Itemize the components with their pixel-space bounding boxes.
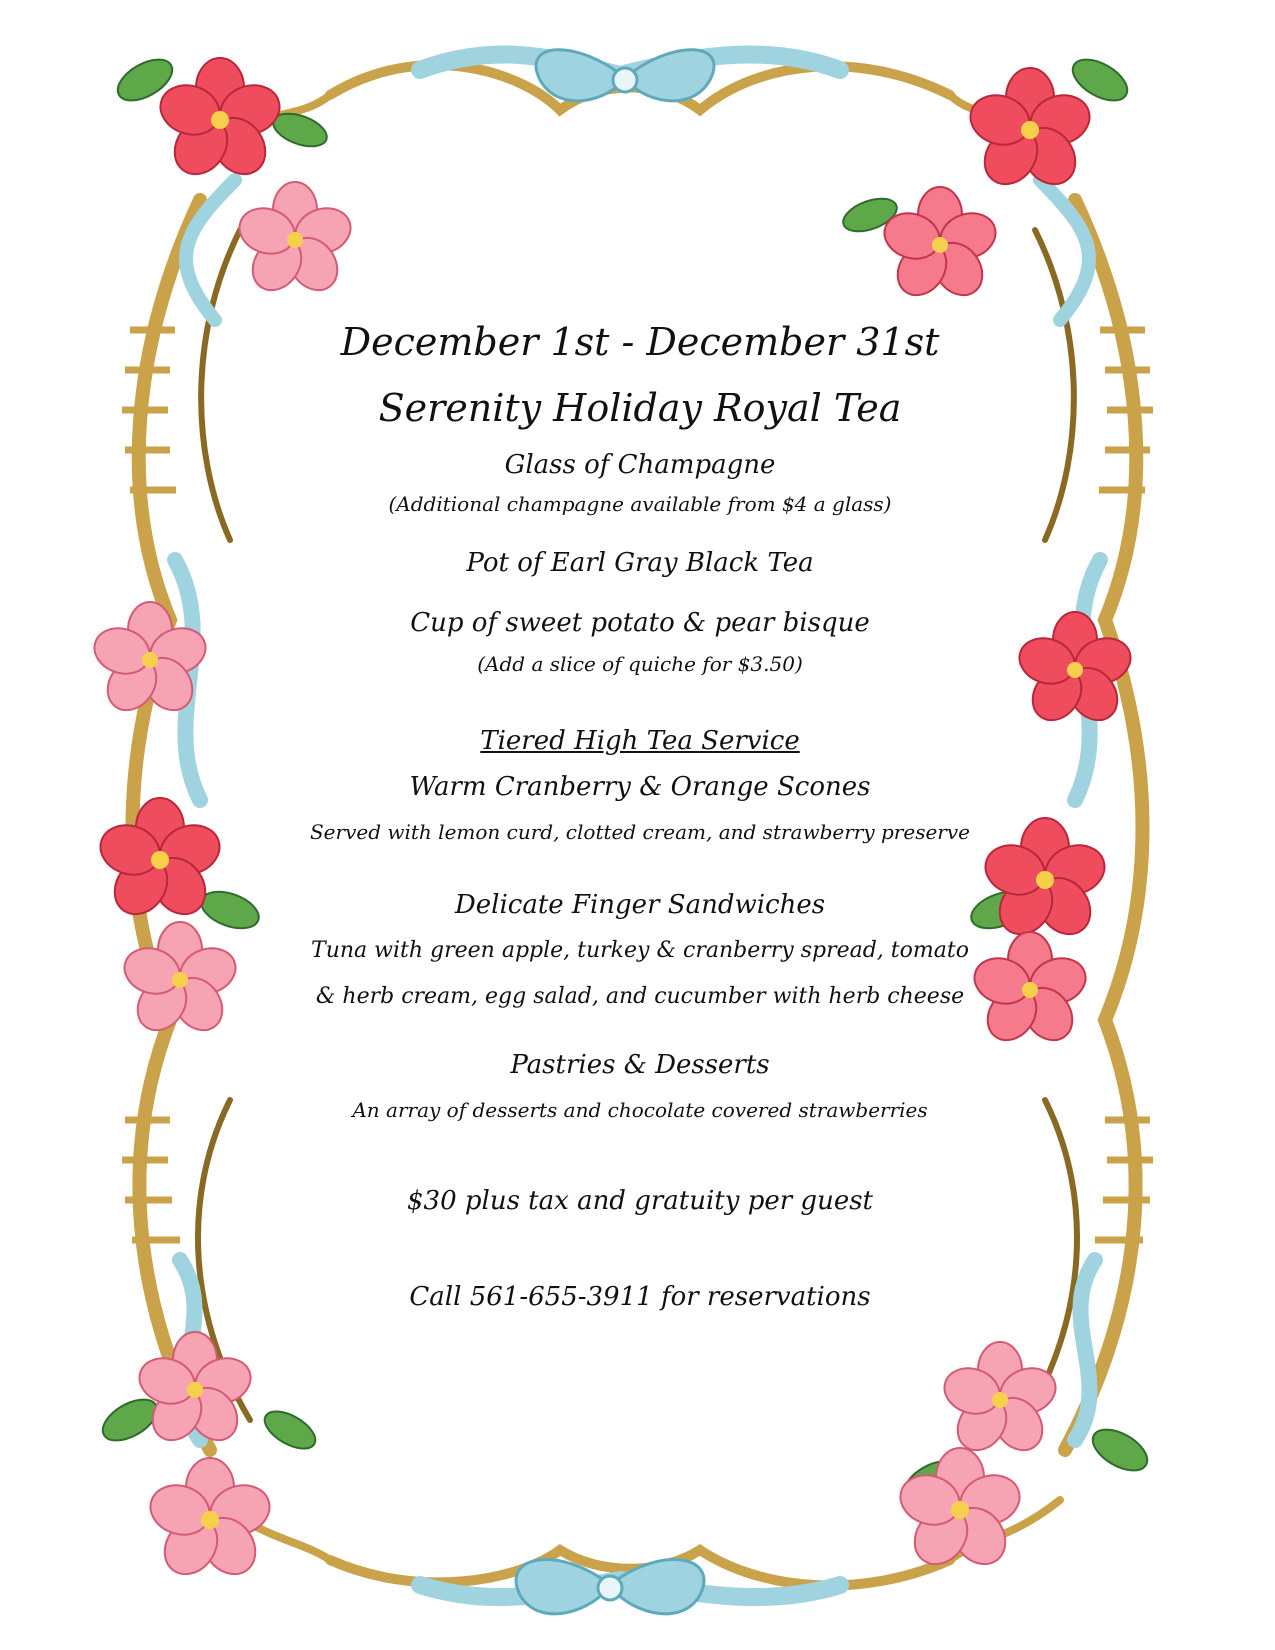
item-sandwiches: Delicate Finger Sandwiches — [454, 890, 826, 920]
menu-title: Serenity Holiday Royal Tea — [378, 386, 902, 430]
note-champagne: (Additional champagne available from $4 a glass) — [388, 492, 892, 516]
note-bisque: (Add a slice of quiche for $3.50) — [477, 652, 803, 676]
item-desserts: Pastries & Desserts — [510, 1050, 770, 1080]
note-scones: Served with lemon curd, clotted cream, and strawberry preserve — [309, 820, 970, 844]
note-sandwiches-1: Tuna with green apple, turkey & cranberry spread, tomato — [311, 938, 969, 963]
section-heading-high-tea: Tiered High Tea Service — [480, 726, 800, 756]
item-champagne: Glass of Champagne — [504, 450, 776, 480]
note-sandwiches-2: & herb cream, egg salad, and cucumber with herb cheese — [315, 984, 965, 1009]
note-desserts: An array of desserts and chocolate covered strawberries — [352, 1098, 928, 1122]
item-scones: Warm Cranberry & Orange Scones — [409, 772, 871, 802]
price-line: $30 plus tax and gratuity per guest — [406, 1186, 873, 1216]
reservations-line: Call 561-655-3911 for reservations — [409, 1282, 871, 1312]
item-bisque: Cup of sweet potato & pear bisque — [410, 608, 870, 638]
bow-top — [536, 50, 714, 101]
menu-dates: December 1st - December 31st — [340, 320, 940, 364]
item-tea: Pot of Earl Gray Black Tea — [466, 548, 814, 578]
